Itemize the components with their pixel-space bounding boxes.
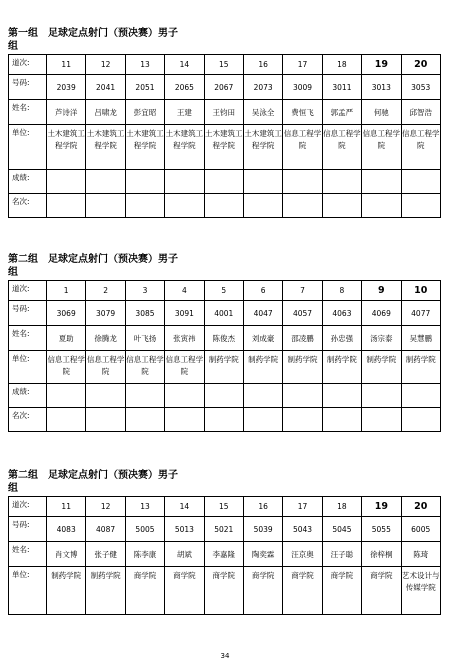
rank-row (9, 194, 441, 218)
name-cell: 邵凌鹏 (283, 326, 322, 351)
group-1-section (8, 27, 441, 218)
name-label: 姓名: (9, 326, 47, 351)
name-cell: 陈琦 (401, 542, 440, 567)
rank-cell (322, 408, 361, 432)
name-cell: 陈李康 (125, 542, 164, 567)
lane-cell: 20 (401, 497, 440, 517)
number-label: 号码: (9, 301, 47, 326)
result-cell (401, 384, 440, 408)
lane-row (9, 497, 441, 517)
lane-cell: 9 (362, 281, 401, 301)
rank-cell (401, 194, 440, 218)
group-3-table (8, 496, 441, 615)
lane-cell: 11 (47, 497, 86, 517)
name-cell: 芦诗洋 (47, 100, 86, 125)
name-cell: 汪京奥 (283, 542, 322, 567)
lane-cell: 6 (243, 281, 282, 301)
rank-cell (204, 194, 243, 218)
rank-cell (362, 194, 401, 218)
unit-cell: 土木建筑工程学院 (125, 125, 164, 170)
rank-cell (283, 194, 322, 218)
number-cell: 3053 (401, 75, 440, 100)
unit-cell: 商学院 (125, 567, 164, 615)
number-label: 号码: (9, 75, 47, 100)
lane-cell: 17 (283, 55, 322, 75)
result-cell (47, 170, 86, 194)
page-number: 34 (220, 652, 230, 660)
name-cell: 吴泳全 (243, 100, 282, 125)
rank-cell (47, 194, 86, 218)
result-cell (322, 170, 361, 194)
rank-cell (243, 194, 282, 218)
lane-cell: 15 (204, 55, 243, 75)
unit-cell: 制药学院 (86, 567, 125, 615)
lane-cell: 8 (322, 281, 361, 301)
name-cell: 汤宗泰 (362, 326, 401, 351)
number-cell: 3013 (362, 75, 401, 100)
rank-cell (86, 408, 125, 432)
name-cell: 张子健 (86, 542, 125, 567)
group-2-title: 第二组 足球定点射门（预决赛）男子组 (8, 254, 178, 278)
unit-cell: 商学院 (243, 567, 282, 615)
unit-cell: 土木建筑工程学院 (243, 125, 282, 170)
number-cell: 4069 (362, 301, 401, 326)
result-cell (165, 384, 204, 408)
lane-cell: 10 (401, 281, 440, 301)
number-cell: 6005 (401, 517, 440, 542)
name-cell: 叶飞扬 (125, 326, 164, 351)
unit-cell: 信息工程学院 (401, 125, 440, 170)
result-cell (322, 384, 361, 408)
unit-label: 单位: (9, 567, 47, 615)
lane-cell: 16 (243, 497, 282, 517)
group-1-table (8, 54, 441, 218)
rank-cell (165, 408, 204, 432)
lane-cell: 15 (204, 497, 243, 517)
name-cell: 徐梓桐 (362, 542, 401, 567)
result-label: 成绩: (9, 170, 47, 194)
lane-cell: 12 (86, 55, 125, 75)
unit-cell: 土木建筑工程学院 (86, 125, 125, 170)
lane-cell: 19 (362, 497, 401, 517)
result-label: 成绩: (9, 384, 47, 408)
name-cell: 吕啸龙 (86, 100, 125, 125)
unit-cell: 信息工程学院 (322, 125, 361, 170)
lane-cell: 3 (125, 281, 164, 301)
result-cell (243, 170, 282, 194)
unit-label: 单位: (9, 125, 47, 170)
name-cell: 孙忠强 (322, 326, 361, 351)
number-cell: 3079 (86, 301, 125, 326)
number-cell: 2039 (47, 75, 86, 100)
unit-cell: 商学院 (322, 567, 361, 615)
unit-cell: 商学院 (165, 567, 204, 615)
number-cell: 5055 (362, 517, 401, 542)
unit-cell: 土木建筑工程学院 (165, 125, 204, 170)
number-label: 号码: (9, 517, 47, 542)
unit-cell: 土木建筑工程学院 (204, 125, 243, 170)
name-cell: 邱智浩 (401, 100, 440, 125)
lane-row (9, 281, 441, 301)
number-cell: 2073 (243, 75, 282, 100)
unit-cell: 制药学院 (322, 351, 361, 384)
unit-row (9, 351, 441, 384)
unit-row (9, 125, 441, 170)
lane-cell: 1 (47, 281, 86, 301)
name-cell: 郭孟严 (322, 100, 361, 125)
rank-label: 名次: (9, 408, 47, 432)
lane-label: 道次: (9, 281, 47, 301)
lane-label: 道次: (9, 55, 47, 75)
unit-cell: 信息工程学院 (283, 125, 322, 170)
unit-cell: 制药学院 (283, 351, 322, 384)
number-cell: 4063 (322, 301, 361, 326)
unit-cell: 艺术设计与传媒学院 (401, 567, 440, 615)
number-cell: 2065 (165, 75, 204, 100)
number-cell: 5045 (322, 517, 361, 542)
name-label: 姓名: (9, 100, 47, 125)
lane-cell: 13 (125, 497, 164, 517)
result-cell (362, 170, 401, 194)
number-cell: 3091 (165, 301, 204, 326)
name-cell: 李嘉隆 (204, 542, 243, 567)
lane-cell: 19 (362, 55, 401, 75)
lane-cell: 18 (322, 497, 361, 517)
unit-cell: 制药学院 (204, 351, 243, 384)
result-row (9, 170, 441, 194)
lane-cell: 17 (283, 497, 322, 517)
unit-cell: 商学院 (283, 567, 322, 615)
number-cell: 3009 (283, 75, 322, 100)
rank-cell (401, 408, 440, 432)
result-cell (204, 384, 243, 408)
lane-cell: 16 (243, 55, 282, 75)
result-cell (165, 170, 204, 194)
group-3-section (8, 469, 441, 615)
rank-cell (283, 408, 322, 432)
number-cell: 3069 (47, 301, 86, 326)
unit-cell: 信息工程学院 (362, 125, 401, 170)
unit-cell: 商学院 (362, 567, 401, 615)
lane-cell: 18 (322, 55, 361, 75)
rank-cell (243, 408, 282, 432)
number-cell: 3011 (322, 75, 361, 100)
unit-row (9, 567, 441, 615)
result-cell (243, 384, 282, 408)
unit-cell: 商学院 (204, 567, 243, 615)
rank-cell (362, 408, 401, 432)
name-label: 姓名: (9, 542, 47, 567)
result-row (9, 384, 441, 408)
number-cell: 2051 (125, 75, 164, 100)
rank-cell (322, 194, 361, 218)
rank-cell (165, 194, 204, 218)
unit-cell: 制药学院 (243, 351, 282, 384)
number-cell: 5043 (283, 517, 322, 542)
number-cell: 2041 (86, 75, 125, 100)
name-cell: 王钧田 (204, 100, 243, 125)
name-cell: 王建 (165, 100, 204, 125)
number-cell: 4077 (401, 301, 440, 326)
name-cell: 肖文博 (47, 542, 86, 567)
unit-cell: 信息工程学院 (47, 351, 86, 384)
number-cell: 5005 (125, 517, 164, 542)
name-cell: 费恒飞 (283, 100, 322, 125)
rank-cell (204, 408, 243, 432)
name-cell: 何驰 (362, 100, 401, 125)
lane-cell: 14 (165, 55, 204, 75)
name-row (9, 542, 441, 567)
number-row (9, 517, 441, 542)
rank-label: 名次: (9, 194, 47, 218)
unit-label: 单位: (9, 351, 47, 384)
rank-row (9, 408, 441, 432)
group-3-title: 第二组 足球定点射门（预决赛）男子组 (8, 470, 178, 494)
group-2-table (8, 280, 441, 432)
name-cell: 彭宜昭 (125, 100, 164, 125)
unit-cell: 制药学院 (362, 351, 401, 384)
number-cell: 4057 (283, 301, 322, 326)
unit-cell: 土木建筑工程学院 (47, 125, 86, 170)
name-cell: 徐腾龙 (86, 326, 125, 351)
number-cell: 5021 (204, 517, 243, 542)
name-cell: 张寅祎 (165, 326, 204, 351)
number-cell: 4001 (204, 301, 243, 326)
name-row (9, 326, 441, 351)
result-cell (125, 384, 164, 408)
result-cell (86, 384, 125, 408)
result-cell (86, 170, 125, 194)
lane-label: 道次: (9, 497, 47, 517)
lane-cell: 13 (125, 55, 164, 75)
name-row (9, 100, 441, 125)
result-cell (283, 384, 322, 408)
name-cell: 刘成豪 (243, 326, 282, 351)
lane-cell: 5 (204, 281, 243, 301)
result-cell (47, 384, 86, 408)
rank-cell (86, 194, 125, 218)
lane-cell: 12 (86, 497, 125, 517)
name-cell: 吴慧鹏 (401, 326, 440, 351)
result-cell (204, 170, 243, 194)
lane-cell: 11 (47, 55, 86, 75)
number-cell: 4087 (86, 517, 125, 542)
name-cell: 夏助 (47, 326, 86, 351)
lane-cell: 2 (86, 281, 125, 301)
lane-cell: 7 (283, 281, 322, 301)
group-2-section (8, 253, 441, 432)
number-cell: 5039 (243, 517, 282, 542)
unit-cell: 制药学院 (401, 351, 440, 384)
name-cell: 陶奕霖 (243, 542, 282, 567)
result-cell (401, 170, 440, 194)
number-row (9, 301, 441, 326)
unit-cell: 信息工程学院 (165, 351, 204, 384)
number-cell: 5013 (165, 517, 204, 542)
name-cell: 汪子聪 (322, 542, 361, 567)
lane-row (9, 55, 441, 75)
group-1-title: 第一组 足球定点射门（预决赛）男子组 (8, 28, 178, 52)
lane-cell: 14 (165, 497, 204, 517)
unit-cell: 信息工程学院 (125, 351, 164, 384)
number-row (9, 75, 441, 100)
unit-cell: 信息工程学院 (86, 351, 125, 384)
name-cell: 胡斌 (165, 542, 204, 567)
rank-cell (47, 408, 86, 432)
number-cell: 2067 (204, 75, 243, 100)
number-cell: 4047 (243, 301, 282, 326)
lane-cell: 20 (401, 55, 440, 75)
lane-cell: 4 (165, 281, 204, 301)
number-cell: 4083 (47, 517, 86, 542)
rank-cell (125, 408, 164, 432)
result-cell (283, 170, 322, 194)
number-cell: 3085 (125, 301, 164, 326)
rank-cell (125, 194, 164, 218)
result-cell (362, 384, 401, 408)
name-cell: 陈俊杰 (204, 326, 243, 351)
unit-cell: 制药学院 (47, 567, 86, 615)
result-cell (125, 170, 164, 194)
